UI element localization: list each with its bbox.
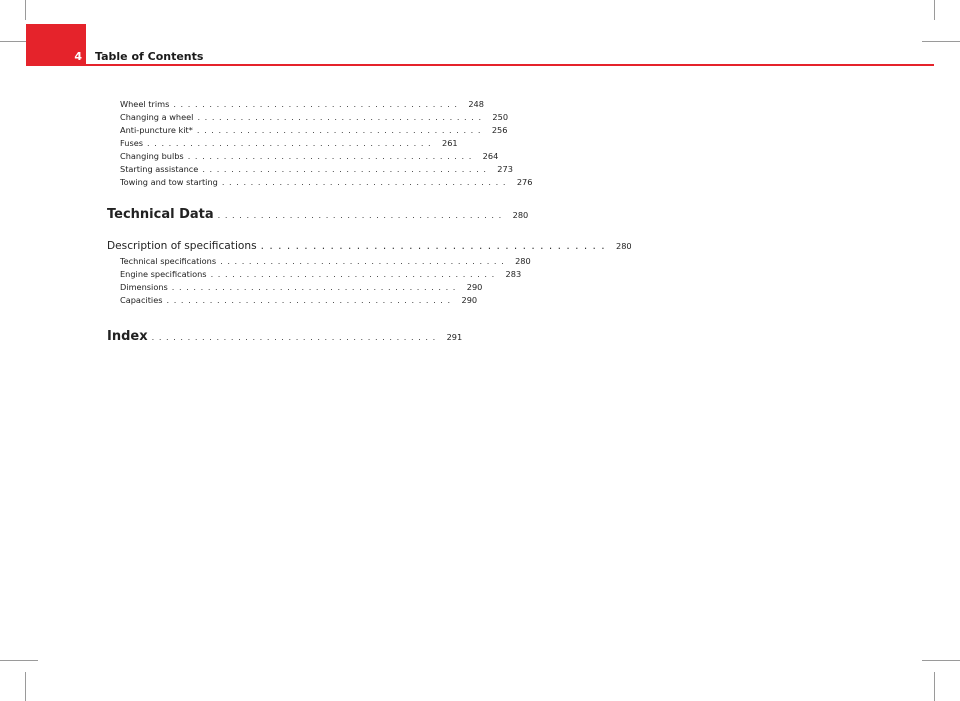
toc-chapter-page: 280 xyxy=(512,210,529,220)
toc-entry-title: Capacities xyxy=(120,295,163,305)
toc-entry-title: Starting assistance xyxy=(120,164,199,174)
table-of-contents xyxy=(107,98,632,347)
crop-mark xyxy=(934,672,935,701)
leader-dots: . . . . . . . . . . . . . . . . . . . . . . . . . . . . . . . . . . . . . . . . xyxy=(147,138,432,148)
crop-mark xyxy=(25,0,26,20)
crop-mark xyxy=(922,660,960,661)
toc-entry-page: 248 xyxy=(468,99,484,109)
page-number: 4 xyxy=(74,50,82,63)
leader-dots: . . . . . . . . . . . . . . . . . . . . . . . . . . . . . . . . . . . . . . . . xyxy=(196,125,482,135)
toc-group-specifications xyxy=(107,255,531,307)
toc-entry-page: 290 xyxy=(466,282,483,292)
toc-entry[interactable] xyxy=(107,124,508,137)
toc-entry[interactable] xyxy=(107,163,513,176)
leader-dots: . . . . . . . . . . . . . . . . . . . . . . . . . . . . . . . . . . . . . . . . xyxy=(187,151,473,161)
toc-section-specifications[interactable] xyxy=(107,237,632,255)
leader-dots: . . . . . . . . . . . . . . . . . . . . . . . . . . . . . . . . . . . . . . . . xyxy=(202,164,487,174)
toc-chapter-page: 291 xyxy=(446,332,463,342)
toc-section-page: 280 xyxy=(616,241,632,251)
toc-entry[interactable] xyxy=(107,268,522,281)
toc-entry-title: Towing and tow starting xyxy=(120,177,218,187)
leader-dots: . . . . . . . . . . . . . . . . . . . . . . . . . . . . . . . . . . . . . . . . xyxy=(197,112,483,122)
leader-dots: . . . . . . . . . . . . . . . . . . . . . . . . . . . . . . . . . . . . . . . . xyxy=(171,282,457,292)
leader-dots: . . . . . . . . . . . . . . . . . . . . . . . . . . . . . . . . . . . . . . . . xyxy=(166,295,452,305)
toc-chapter-title: Technical Data xyxy=(107,207,214,222)
toc-entry-page: 290 xyxy=(461,295,478,305)
leader-dots: . . . . . . . . . . . . . . . . . . . . . . . . . . . . . . . . . . . . . . . . xyxy=(220,256,505,266)
toc-chapter-title: Index xyxy=(107,329,148,344)
toc-group-roadside xyxy=(107,98,533,189)
toc-entry-page: 276 xyxy=(516,177,533,187)
toc-entry-title: Engine specifications xyxy=(120,269,207,279)
toc-entry[interactable] xyxy=(107,176,533,189)
toc-section-title: Description of specifications xyxy=(107,240,257,252)
toc-entry-page: 264 xyxy=(482,151,499,161)
toc-entry-title: Technical specifications xyxy=(120,256,217,266)
toc-entry-page: 250 xyxy=(492,112,509,122)
toc-entry-page: 283 xyxy=(505,269,522,279)
toc-entry[interactable] xyxy=(107,255,531,268)
toc-entry[interactable] xyxy=(107,294,478,307)
toc-entry-page: 280 xyxy=(515,256,531,266)
toc-entry-page: 273 xyxy=(497,164,513,174)
crop-mark xyxy=(25,672,26,701)
crop-mark xyxy=(0,660,38,661)
toc-entry-title: Changing bulbs xyxy=(120,151,184,161)
toc-entry-title: Wheel trims xyxy=(120,99,170,109)
crop-mark xyxy=(922,41,960,42)
toc-chapter-index[interactable] xyxy=(107,327,463,347)
toc-entry-page: 256 xyxy=(491,125,508,135)
crop-mark xyxy=(934,0,935,20)
toc-entry-title: Anti-puncture kit* xyxy=(120,125,193,135)
leader-dots: . . . . . . . . . . . . . . . . . . . . . . . . . . . . . . . . . . . . . . . . xyxy=(210,269,496,279)
leader-dots: . . . . . . . . . . . . . . . . . . . . . . . . . . . . . . . . . . . . . . . . xyxy=(260,240,606,252)
toc-entry-title: Dimensions xyxy=(120,282,168,292)
toc-chapter-technical-data[interactable] xyxy=(107,205,529,225)
header-rule xyxy=(26,64,934,66)
leader-dots: . . . . . . . . . . . . . . . . . . . . . . . . . . . . . . . . . . . . . . . . xyxy=(221,177,507,187)
toc-entry-title: Fuses xyxy=(120,138,144,148)
toc-entry[interactable] xyxy=(107,281,483,294)
toc-entry-page: 261 xyxy=(442,138,458,148)
leader-dots: . . . . . . . . . . . . . . . . . . . . . . . . . . . . . . . . . . . . . . . . xyxy=(217,210,503,220)
toc-entry[interactable] xyxy=(107,98,484,111)
toc-entry[interactable] xyxy=(107,111,509,124)
toc-entry[interactable] xyxy=(107,150,499,163)
leader-dots: . . . . . . . . . . . . . . . . . . . . . . . . . . . . . . . . . . . . . . . . xyxy=(173,99,458,109)
toc-entry[interactable] xyxy=(107,137,458,150)
leader-dots: . . . . . . . . . . . . . . . . . . . . . . . . . . . . . . . . . . . . . . . . xyxy=(151,332,437,342)
page-title: Table of Contents xyxy=(95,50,204,63)
toc-entry-title: Changing a wheel xyxy=(120,112,194,122)
